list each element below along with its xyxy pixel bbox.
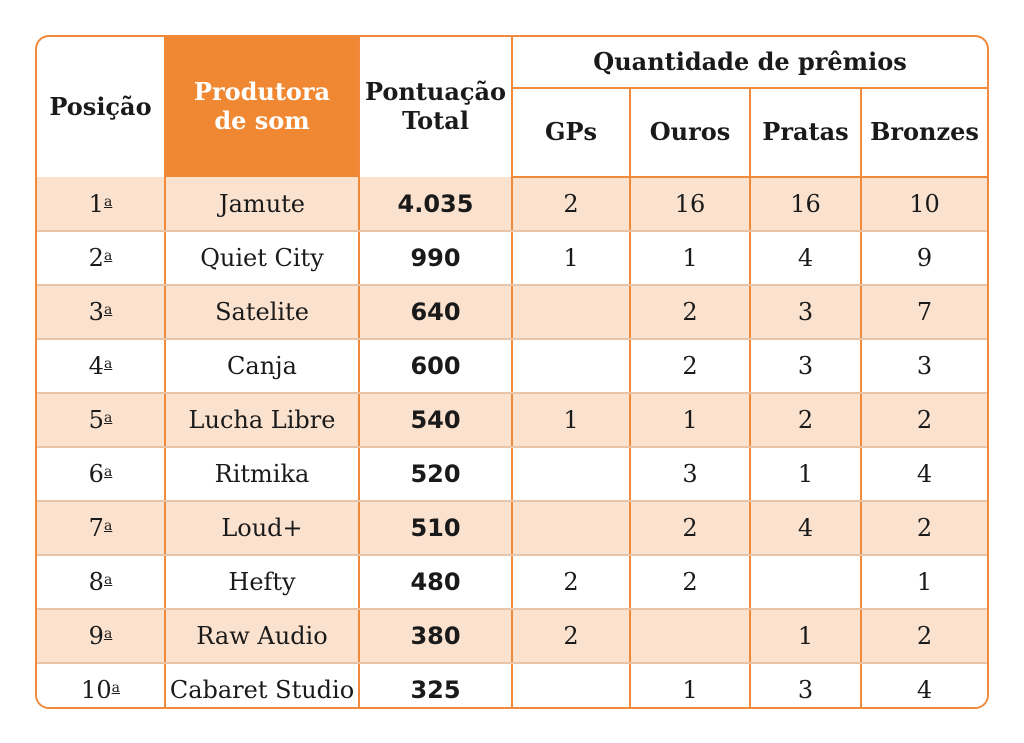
cell-bronzes: 7	[861, 285, 987, 339]
cell-bronzes: 2	[861, 393, 987, 447]
table-row	[37, 393, 987, 447]
cell-produtora: Canja	[165, 339, 359, 393]
cell-pontuacao-total: 4.035	[359, 177, 512, 231]
cell-posicao: 8$^a$	[37, 555, 165, 609]
table-row	[37, 285, 987, 339]
cell-pontuacao-total: 640	[359, 285, 512, 339]
table-row	[37, 231, 987, 285]
cell-produtora: Satelite	[165, 285, 359, 339]
cell-pratas: 3	[750, 663, 861, 709]
cell-pontuacao-total: 540	[359, 393, 512, 447]
header-bronzes: Bronzes	[861, 88, 987, 177]
header-gps: GPs	[512, 88, 630, 177]
table-row	[37, 609, 987, 663]
cell-produtora: Jamute	[165, 177, 359, 231]
cell-posicao: 10$^a$	[37, 663, 165, 709]
table-body	[37, 177, 987, 709]
cell-pratas: 4	[750, 501, 861, 555]
cell-ouros: 1	[630, 393, 750, 447]
cell-produtora: Raw Audio	[165, 609, 359, 663]
cell-pontuacao-total: 990	[359, 231, 512, 285]
table-row	[37, 555, 987, 609]
cell-pontuacao-total: 520	[359, 447, 512, 501]
cell-ouros: 2	[630, 285, 750, 339]
cell-gps: 1	[512, 231, 630, 285]
cell-ouros: 1	[630, 231, 750, 285]
cell-bronzes: 9	[861, 231, 987, 285]
cell-gps	[512, 501, 630, 555]
cell-produtora: Loud+	[165, 501, 359, 555]
cell-bronzes: 2	[861, 609, 987, 663]
cell-pratas	[750, 555, 861, 609]
table-row	[37, 447, 987, 501]
cell-pontuacao-total: 480	[359, 555, 512, 609]
cell-gps	[512, 285, 630, 339]
cell-pratas: 4	[750, 231, 861, 285]
cell-produtora: Quiet City	[165, 231, 359, 285]
cell-pontuacao-total: 600	[359, 339, 512, 393]
cell-pontuacao-total: 325	[359, 663, 512, 709]
ranking-table	[37, 37, 987, 709]
cell-pratas: 3	[750, 285, 861, 339]
header-pontuacao-total: Pontuação Total	[359, 37, 512, 177]
cell-gps	[512, 447, 630, 501]
cell-posicao: 2$^a$	[37, 231, 165, 285]
cell-ouros: 16	[630, 177, 750, 231]
cell-posicao: 1$^a$	[37, 177, 165, 231]
cell-ouros: 1	[630, 663, 750, 709]
cell-produtora: Ritmika	[165, 447, 359, 501]
cell-pratas: 1	[750, 447, 861, 501]
ranking-table-frame	[35, 35, 989, 709]
cell-bronzes: 4	[861, 447, 987, 501]
cell-produtora: Hefty	[165, 555, 359, 609]
header-produtora: Produtora de som	[165, 37, 359, 177]
cell-posicao: 7$^a$	[37, 501, 165, 555]
cell-ouros: 2	[630, 555, 750, 609]
cell-ouros: 2	[630, 339, 750, 393]
cell-produtora: Cabaret Studio	[165, 663, 359, 709]
cell-posicao: 3$^a$	[37, 285, 165, 339]
table-row	[37, 501, 987, 555]
cell-ouros	[630, 609, 750, 663]
cell-produtora: Lucha Libre	[165, 393, 359, 447]
cell-pontuacao-total: 510	[359, 501, 512, 555]
cell-bronzes: 10	[861, 177, 987, 231]
cell-posicao: 5$^a$	[37, 393, 165, 447]
header-pratas: Pratas	[750, 88, 861, 177]
cell-bronzes: 3	[861, 339, 987, 393]
header-quantidade-premios: Quantidade de prêmios	[512, 37, 987, 88]
cell-posicao: 4$^a$	[37, 339, 165, 393]
cell-bronzes: 2	[861, 501, 987, 555]
cell-gps	[512, 663, 630, 709]
cell-pratas: 3	[750, 339, 861, 393]
cell-bronzes: 1	[861, 555, 987, 609]
cell-pratas: 16	[750, 177, 861, 231]
cell-ouros: 3	[630, 447, 750, 501]
cell-posicao: 9$^a$	[37, 609, 165, 663]
header-posicao: Posição	[37, 37, 165, 177]
header-ouros: Ouros	[630, 88, 750, 177]
cell-gps	[512, 339, 630, 393]
cell-pratas: 2	[750, 393, 861, 447]
cell-pratas: 1	[750, 609, 861, 663]
cell-gps: 1	[512, 393, 630, 447]
cell-gps: 2	[512, 555, 630, 609]
cell-gps: 2	[512, 177, 630, 231]
table-row	[37, 339, 987, 393]
cell-bronzes: 4	[861, 663, 987, 709]
cell-gps: 2	[512, 609, 630, 663]
table-row	[37, 177, 987, 231]
cell-ouros: 2	[630, 501, 750, 555]
cell-pontuacao-total: 380	[359, 609, 512, 663]
cell-posicao: 6$^a$	[37, 447, 165, 501]
table-row	[37, 663, 987, 709]
